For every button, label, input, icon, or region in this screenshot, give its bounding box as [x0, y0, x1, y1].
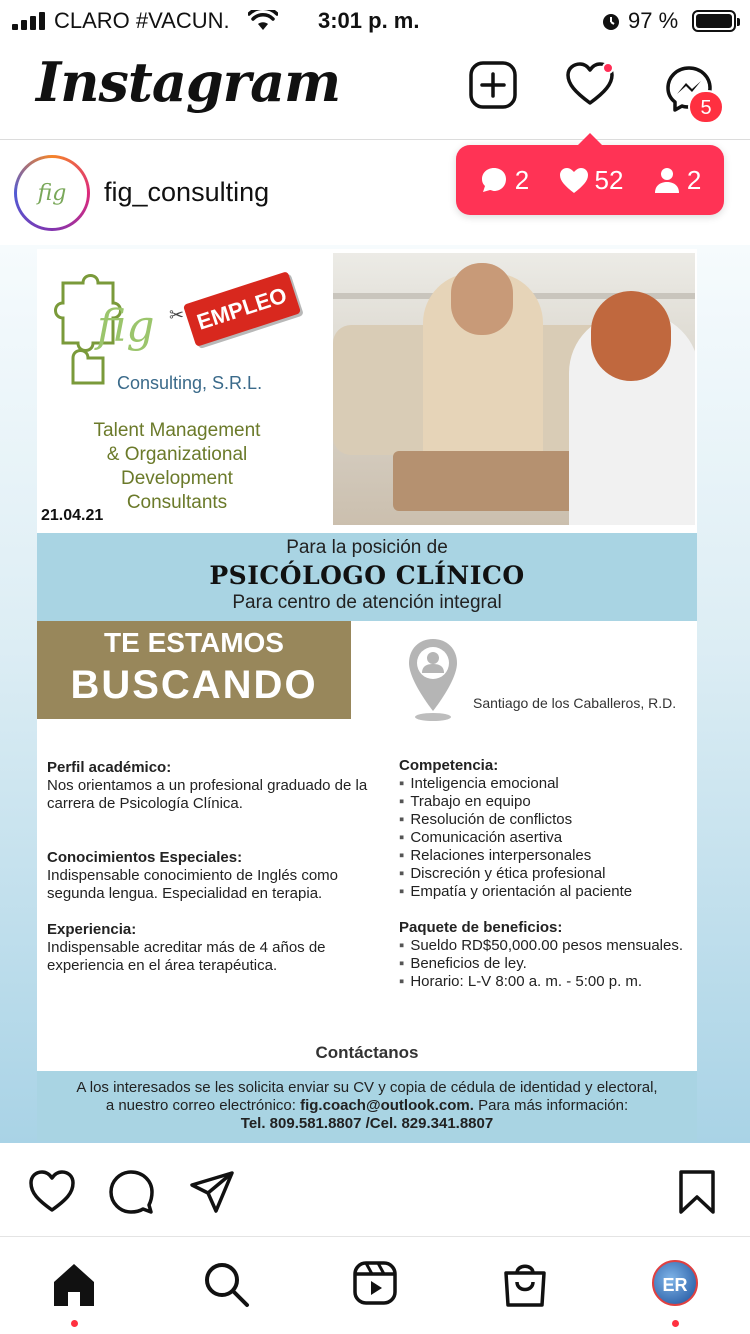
- list-item: ▪ Empatía y orientación al paciente: [399, 883, 689, 901]
- profile-notification-dot: [672, 1320, 679, 1327]
- shop-icon[interactable]: [502, 1260, 548, 1308]
- carrier-label: CLARO #VACUN.: [54, 8, 230, 33]
- battery-percent: 97 %: [628, 8, 679, 33]
- list-item: ▪ Resolución de conflictos: [399, 811, 689, 829]
- activity-bubble[interactable]: [456, 145, 724, 215]
- search-icon[interactable]: [202, 1260, 250, 1308]
- contact-band: A los interesados se les solicita enviar su CV y copia de cédula de identidad y electoral, a nuestro correo electrónico: fig.coach@outlook.com. Para más información: Tel. 809.581.8807 /Cel. 829.341.8807: [37, 1071, 697, 1141]
- activity-dot: [602, 62, 614, 74]
- beneficios-section: Paquete de beneficios: ▪ Sueldo RD$50,000.00 pesos mensuales. ▪ Beneficios de ley. ▪ Horario: L-V 8:00 a. m. - 5:00 p. m.: [399, 919, 689, 991]
- flyer-date: 21.04.21: [41, 507, 104, 524]
- follower-count: 2: [686, 164, 702, 195]
- list-item: ▪ Inteligencia emocional: [399, 775, 689, 793]
- new-post-icon[interactable]: [468, 60, 518, 110]
- position-band: [37, 533, 697, 621]
- alarm-icon: [600, 10, 622, 32]
- list-item: ▪ Horario: L-V 8:00 a. m. - 5:00 p. m.: [399, 973, 689, 991]
- bookmark-button-icon[interactable]: [676, 1169, 718, 1215]
- profile-avatar[interactable]: ER: [652, 1260, 698, 1306]
- therapy-session-photo: [333, 253, 695, 525]
- position-subtitle: Para centro de atención integral: [232, 592, 502, 613]
- comment-button-icon[interactable]: [108, 1169, 154, 1215]
- list-item: ▪ Discreción y ética profesional: [399, 865, 689, 883]
- conocimientos-section: Conocimientos Especiales: Indispensable conocimiento de Inglés como segunda lengua. Especialidad en terapia.: [47, 849, 339, 902]
- empleo-stamp: EMPLEO: [183, 271, 301, 347]
- job-flyer: [37, 249, 697, 1141]
- reels-icon[interactable]: [352, 1260, 398, 1306]
- like-count: 52: [594, 164, 624, 195]
- list-item: ▪ Trabajo en equipo: [399, 793, 689, 811]
- contact-email: fig.coach@outlook.com.: [300, 1097, 474, 1114]
- like-icon: [559, 166, 589, 194]
- app-header: [0, 42, 750, 140]
- post-actions: [0, 1143, 750, 1237]
- perfil-section: Perfil académico: Nos orientamos a un profesional graduado de la carrera de Psicología Clínica.: [47, 759, 368, 812]
- comment-count: 2: [514, 164, 530, 195]
- searching-banner: TE ESTAMOS BUSCANDO: [37, 621, 351, 719]
- list-item: ▪ Comunicación asertiva: [399, 829, 689, 847]
- contact-title: Contáctanos: [315, 1043, 419, 1062]
- username[interactable]: fig_consulting: [104, 177, 270, 207]
- company-tagline: Talent Management & Organizational Development Consultants: [93, 420, 261, 513]
- home-icon[interactable]: [50, 1260, 98, 1308]
- list-item: ▪ Beneficios de ley.: [399, 955, 689, 973]
- location-pin-icon: [405, 637, 461, 723]
- scissors-icon: ✂: [169, 305, 185, 325]
- position-title: PSICÓLOGO CLÍNICO: [209, 561, 525, 590]
- signal-icon: [12, 12, 48, 30]
- experiencia-section: Experiencia: Indispensable acreditar más de 4 años de experiencia en el área terapéutica.: [47, 921, 326, 974]
- share-button-icon[interactable]: [188, 1169, 236, 1215]
- contact-phones: Tel. 809.581.8807 /Cel. 829.341.8807: [240, 1115, 494, 1132]
- status-bar: [0, 0, 750, 42]
- job-location: Santiago de los Caballeros, R.D.: [473, 695, 677, 711]
- avatar[interactable]: fig: [14, 155, 90, 231]
- post-image[interactable]: [0, 245, 750, 1143]
- clock: 3:01 p. m.: [318, 8, 420, 33]
- fig-logo-text: fig: [97, 301, 155, 352]
- company-name: Consulting, S.R.L.: [117, 373, 263, 393]
- follower-icon: [653, 166, 681, 194]
- list-item: ▪ Relaciones interpersonales: [399, 847, 689, 865]
- home-active-dot: [71, 1320, 78, 1327]
- instagram-logo[interactable]: Instagram: [36, 50, 341, 114]
- like-button-icon[interactable]: [28, 1169, 76, 1213]
- bottom-nav: [0, 1238, 750, 1334]
- competencias-section: Competencia: ▪ Inteligencia emocional ▪ Trabajo en equipo ▪ Resolución de conflictos ▪ Comunicación asertiva ▪ Relaciones interpersonales ▪ Discreción y ética profesional ▪ Empatía y orientación al paciente: [399, 757, 689, 901]
- comment-icon: [479, 165, 509, 195]
- position-intro: Para la posición de: [286, 537, 448, 558]
- messenger-badge: 5: [688, 90, 724, 124]
- wifi-icon: [248, 10, 278, 32]
- list-item: ▪ Sueldo RD$50,000.00 pesos mensuales.: [399, 937, 689, 955]
- battery-icon: [692, 10, 736, 32]
